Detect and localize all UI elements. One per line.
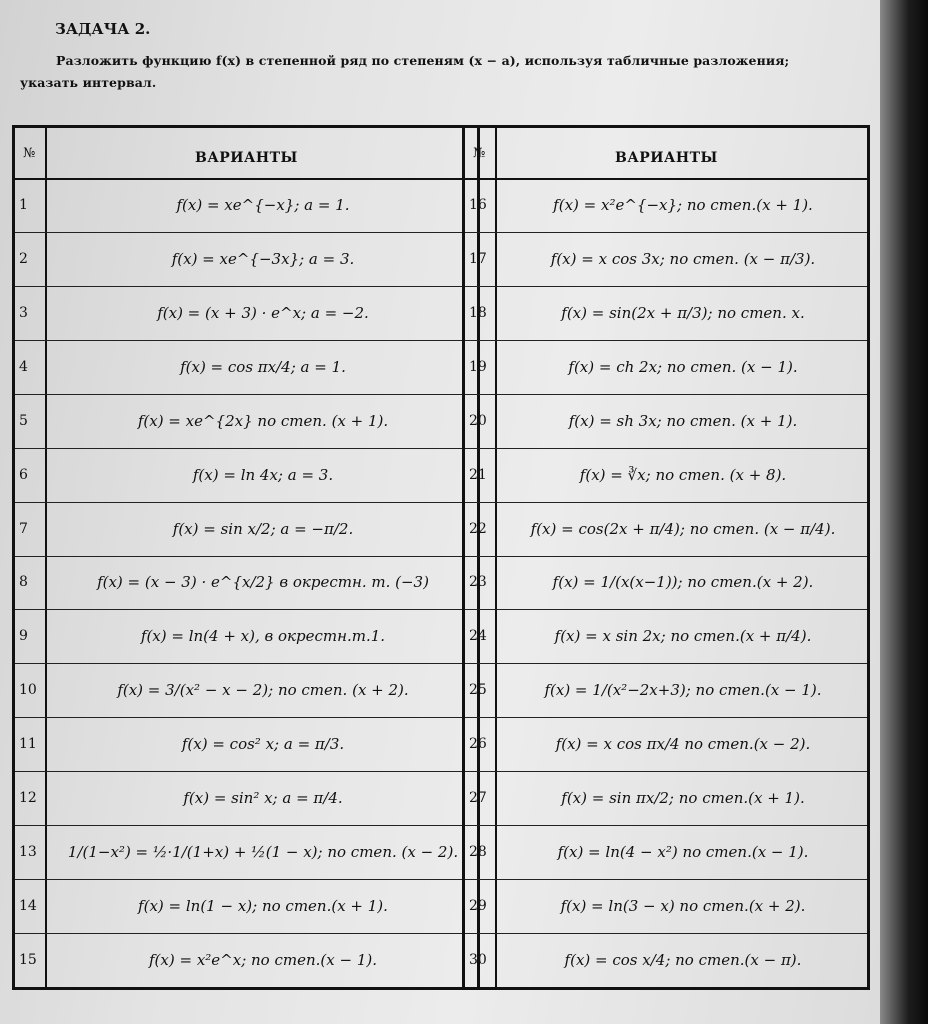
variant-formula: f(x) = 3/(x² − x − 2); по степ. (x + 2). <box>117 681 409 700</box>
variant-number: 9 <box>19 628 28 645</box>
variant-number: 6 <box>19 466 28 483</box>
variant-formula: f(x) = x²e^x; по степ.(x − 1). <box>149 951 377 970</box>
variant-number: 11 <box>19 736 37 753</box>
variant-formula: f(x) = ln(4 − x²) по степ.(x − 1). <box>557 843 809 862</box>
variant-row <box>465 717 867 772</box>
variant-row <box>15 286 477 341</box>
variant-row <box>465 879 867 934</box>
variant-row <box>15 340 477 395</box>
variant-number: 13 <box>19 844 37 861</box>
variant-formula: f(x) = ∛x; по степ. (x + 8). <box>579 465 787 484</box>
variant-number: 28 <box>469 844 487 861</box>
variant-row <box>465 609 867 664</box>
variant-row <box>465 825 867 880</box>
variant-formula: f(x) = (x + 3) · e^x; a = −2. <box>157 303 369 322</box>
variant-row <box>465 771 867 826</box>
variant-row <box>465 394 867 449</box>
variant-row <box>465 232 867 287</box>
right-column <box>462 125 870 990</box>
variant-number: 20 <box>469 412 487 429</box>
task-title: ЗАДАЧА 2. <box>55 20 151 38</box>
variant-formula: f(x) = sin² x; a = π/4. <box>183 789 343 808</box>
variant-formula: f(x) = ln 4x; a = 3. <box>192 465 334 484</box>
variant-row <box>465 178 867 233</box>
variants-header: ВАРИАНТЫ <box>615 150 718 166</box>
variant-number: 24 <box>469 628 487 645</box>
variant-formula: f(x) = sin x/2; a = −π/2. <box>172 519 354 538</box>
variant-number: 10 <box>19 682 37 699</box>
variant-number: 21 <box>469 466 487 483</box>
variant-number: 22 <box>469 520 487 537</box>
variant-number: 23 <box>469 574 487 591</box>
variant-number: 16 <box>469 196 487 213</box>
variant-row <box>15 825 477 880</box>
variant-number: 14 <box>19 898 37 915</box>
variant-number: 8 <box>19 574 28 591</box>
variant-row <box>15 933 477 987</box>
variant-number: 19 <box>469 358 487 375</box>
variant-row <box>465 286 867 341</box>
variant-number: 4 <box>19 358 28 375</box>
task-text-line2: указать интервал. <box>20 75 157 90</box>
variant-row <box>465 933 867 987</box>
variant-formula: f(x) = cos x/4; по степ.(x − π). <box>564 951 802 970</box>
variant-number: 27 <box>469 790 487 807</box>
variant-number: 12 <box>19 790 37 807</box>
page-edge <box>880 0 928 1024</box>
variant-formula: f(x) = cos² x; a = π/3. <box>181 735 345 754</box>
variant-row <box>15 556 477 611</box>
variant-row <box>465 556 867 611</box>
variant-row <box>465 663 867 718</box>
variant-number: 18 <box>469 304 487 321</box>
variant-row <box>15 663 477 718</box>
variants-table <box>12 125 870 990</box>
variant-row <box>465 340 867 395</box>
right-header <box>465 128 867 180</box>
variant-formula: f(x) = sin(2x + π/3); по степ. x. <box>561 303 805 322</box>
variant-row <box>15 879 477 934</box>
variant-number: 2 <box>19 250 28 267</box>
variant-row <box>15 232 477 287</box>
variant-number: 17 <box>469 250 487 267</box>
variant-formula: f(x) = x²e^{−x}; по степ.(x + 1). <box>553 195 813 214</box>
variant-formula: f(x) = x sin 2x; по степ.(x + π/4). <box>554 627 812 646</box>
variant-formula: f(x) = ln(1 − x); по степ.(x + 1). <box>138 897 388 916</box>
variant-row <box>465 448 867 503</box>
variant-number: 1 <box>19 196 28 213</box>
num-header: № <box>473 146 486 161</box>
task-text-line1: Разложить функцию f(x) в степенной ряд по степеням (x − a), используя табличные разложения; <box>56 53 790 68</box>
task-statement <box>20 50 870 94</box>
variant-formula: f(x) = x cos 3x; по степ. (x − π/3). <box>550 249 816 268</box>
variant-number: 7 <box>19 520 28 537</box>
variant-formula: f(x) = sin πx/2; по степ.(x + 1). <box>561 789 805 808</box>
variant-number: 29 <box>469 898 487 915</box>
variant-formula: 1/(1−x²) = ½·1/(1+x) + ½(1 − x); по степ. (x − 2). <box>67 843 459 862</box>
variants-header: ВАРИАНТЫ <box>195 150 298 166</box>
variant-formula: f(x) = ln(4 + x), в окрестн.т.1. <box>140 627 386 646</box>
variant-row <box>15 394 477 449</box>
num-header: № <box>23 146 36 161</box>
variant-number: 30 <box>469 952 487 969</box>
variant-formula: f(x) = (x − 3) · e^{x/2} в окрестн. т. (−3) <box>97 573 429 592</box>
variant-row <box>15 771 477 826</box>
variant-row <box>15 609 477 664</box>
variant-row <box>15 448 477 503</box>
variant-formula: f(x) = cos πx/4; a = 1. <box>180 357 346 376</box>
variant-formula: f(x) = sh 3x; по степ. (x + 1). <box>568 411 798 430</box>
variant-number: 25 <box>469 682 487 699</box>
variant-number: 3 <box>19 304 28 321</box>
variant-row <box>465 502 867 557</box>
variant-formula: f(x) = ch 2x; по степ. (x − 1). <box>568 357 798 376</box>
variant-number: 15 <box>19 952 37 969</box>
variant-formula: f(x) = xe^{2x} по степ. (x + 1). <box>137 411 389 430</box>
variant-number: 26 <box>469 736 487 753</box>
variant-formula: f(x) = 1/(x(x−1)); по степ.(x + 2). <box>552 573 814 592</box>
left-header <box>15 128 477 180</box>
variant-row <box>15 717 477 772</box>
variant-formula: f(x) = cos(2x + π/4); по степ. (x − π/4). <box>530 519 836 538</box>
variant-number: 5 <box>19 412 28 429</box>
variant-formula: f(x) = ln(3 − x) по степ.(x + 2). <box>560 897 806 916</box>
variant-row <box>15 178 477 233</box>
variant-formula: f(x) = 1/(x²−2x+3); по степ.(x − 1). <box>544 681 822 700</box>
variant-formula: f(x) = xe^{−x}; a = 1. <box>176 195 350 214</box>
variant-formula: f(x) = xe^{−3x}; a = 3. <box>171 249 355 268</box>
variant-formula: f(x) = x cos πx/4 по степ.(x − 2). <box>555 735 811 754</box>
variant-row <box>15 502 477 557</box>
left-column <box>12 125 480 990</box>
